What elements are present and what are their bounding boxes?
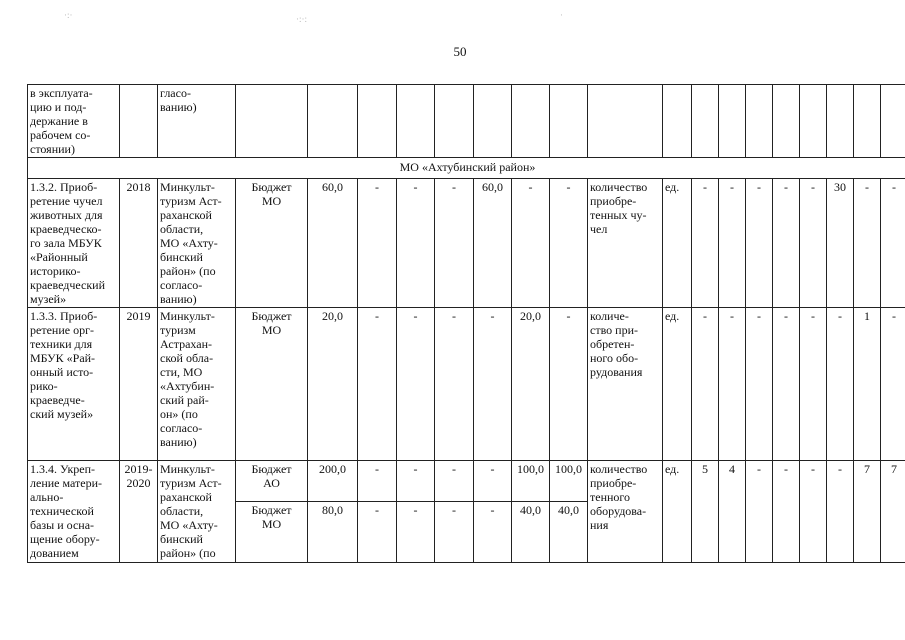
year-cell: 2018	[120, 179, 158, 308]
year-amount: -	[397, 308, 435, 461]
executor-cell: Минкульт- туризм Аст- раханской области, МО «Ахту- бинский район» (по	[158, 461, 236, 563]
total-cell: 200,0	[308, 461, 358, 502]
year-amount: -	[474, 461, 512, 502]
indicator-value: -	[692, 179, 719, 308]
year-amount: -	[512, 179, 550, 308]
indicator-value: -	[773, 308, 800, 461]
indicator-value: -	[719, 308, 746, 461]
funding-source: Бюджет МО	[236, 308, 308, 461]
year-amount: -	[435, 502, 474, 563]
empty-cell	[474, 85, 512, 158]
section-title: МО «Ахтубинский район»	[28, 158, 905, 179]
funding-source: Бюджет МО	[236, 179, 308, 308]
year-amount: -	[550, 179, 588, 308]
year-amount: -	[435, 308, 474, 461]
empty-cell	[881, 85, 905, 158]
empty-cell	[800, 85, 827, 158]
empty-cell	[397, 85, 435, 158]
indicator-value: -	[854, 179, 881, 308]
empty-cell	[550, 85, 588, 158]
activity-name: 1.3.2. Приоб- ретение чучел животных для краеведческо- го зала МБУК «Районный историко- краеведческий музей»	[28, 179, 120, 308]
empty-cell	[588, 85, 663, 158]
executor-cell: Минкульт- туризм Аст- раханской области, МО «Ахту- бинский район» (по согласо- ванию)	[158, 179, 236, 308]
indicator-value: -	[800, 461, 827, 563]
indicator-value: -	[719, 179, 746, 308]
year-amount: -	[474, 308, 512, 461]
indicator-cell: количество приобре- тенного оборудова- ния	[588, 461, 663, 563]
empty-cell	[827, 85, 854, 158]
total-cell: 20,0	[308, 308, 358, 461]
year-amount: -	[358, 461, 397, 502]
activity-name: 1.3.4. Укреп- ление матери- ально- технической базы и осна- щение обору- дованием	[28, 461, 120, 563]
activity-name: в эксплуата- цию и под- держание в рабочем со- стоянии)	[28, 85, 120, 158]
unit-cell: ед.	[663, 461, 692, 563]
funding-source: Бюджет МО	[236, 502, 308, 563]
indicator-value: -	[827, 308, 854, 461]
indicator-value: 7	[854, 461, 881, 563]
activity-name: 1.3.3. Приоб- ретение орг- техники для МБУК «Рай- онный исто- рико- краеведче- ский музей»	[28, 308, 120, 461]
year-amount: 40,0	[550, 502, 588, 563]
indicator-value: 1	[854, 308, 881, 461]
indicator-value: 7	[881, 461, 905, 563]
table-row	[28, 308, 905, 461]
empty-cell	[746, 85, 773, 158]
year-amount: -	[358, 308, 397, 461]
empty-cell	[773, 85, 800, 158]
empty-cell	[236, 85, 308, 158]
scan-speck: ·:·	[64, 10, 73, 20]
indicator-value: -	[692, 308, 719, 461]
empty-cell	[854, 85, 881, 158]
year-amount: -	[358, 179, 397, 308]
indicator-value: -	[746, 308, 773, 461]
year-amount: 100,0	[512, 461, 550, 502]
indicator-value: -	[773, 461, 800, 563]
empty-cell	[692, 85, 719, 158]
year-cell	[120, 85, 158, 158]
indicator-cell: количество приобре- тенных чу- чел	[588, 179, 663, 308]
indicator-value: 4	[719, 461, 746, 563]
indicator-value: -	[827, 461, 854, 563]
empty-cell	[512, 85, 550, 158]
scan-speck: ·	[560, 10, 563, 20]
indicator-value: -	[800, 179, 827, 308]
indicator-value: -	[800, 308, 827, 461]
indicator-value: -	[746, 461, 773, 563]
table-row	[28, 461, 905, 502]
year-amount: 40,0	[512, 502, 550, 563]
empty-cell	[663, 85, 692, 158]
year-amount: -	[550, 308, 588, 461]
executor-cell: гласо- ванию)	[158, 85, 236, 158]
indicator-value: -	[881, 308, 905, 461]
year-amount: 20,0	[512, 308, 550, 461]
year-amount: -	[435, 179, 474, 308]
year-amount: 60,0	[474, 179, 512, 308]
scan-speck: ·:·:	[296, 14, 307, 24]
year-amount: -	[474, 502, 512, 563]
table-row	[28, 85, 905, 158]
year-amount: -	[358, 502, 397, 563]
empty-cell	[308, 85, 358, 158]
year-cell: 2019	[120, 308, 158, 461]
indicator-value: -	[773, 179, 800, 308]
year-amount: 100,0	[550, 461, 588, 502]
indicator-value: 5	[692, 461, 719, 563]
executor-cell: Минкульт- туризм Астрахан- ской обла- сти, МО «Ахтубин- ский рай- он» (по согласо- ванию)	[158, 308, 236, 461]
total-cell: 80,0	[308, 502, 358, 563]
table-row	[28, 179, 905, 308]
program-activities-table	[27, 84, 905, 563]
year-cell: 2019- 2020	[120, 461, 158, 563]
indicator-cell: количе- ство при- обретен- ного обо- рудования	[588, 308, 663, 461]
empty-cell	[435, 85, 474, 158]
empty-cell	[358, 85, 397, 158]
year-amount: -	[435, 461, 474, 502]
year-amount: -	[397, 461, 435, 502]
indicator-value: 30	[827, 179, 854, 308]
page-number: 50	[453, 44, 467, 59]
total-cell: 60,0	[308, 179, 358, 308]
indicator-value: -	[881, 179, 905, 308]
section-row	[28, 158, 905, 179]
funding-source: Бюджет АО	[236, 461, 308, 502]
indicator-value: -	[746, 179, 773, 308]
unit-cell: ед.	[663, 308, 692, 461]
unit-cell: ед.	[663, 179, 692, 308]
empty-cell	[719, 85, 746, 158]
year-amount: -	[397, 502, 435, 563]
year-amount: -	[397, 179, 435, 308]
